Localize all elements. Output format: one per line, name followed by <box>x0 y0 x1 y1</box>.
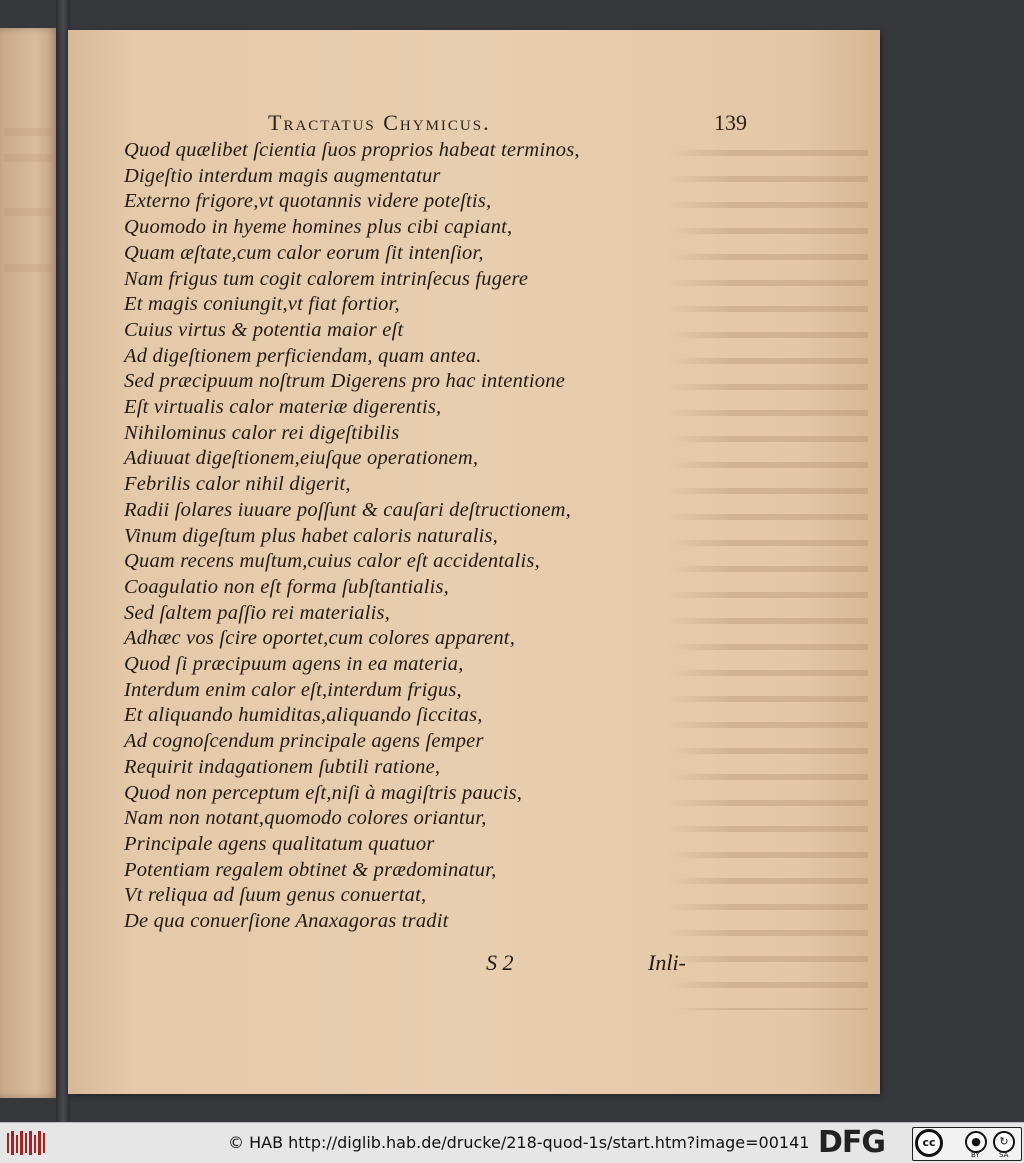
attribution-icon: ● <box>965 1131 987 1153</box>
book-page <box>68 30 880 1094</box>
cc-icon: cc <box>915 1129 943 1157</box>
cc-license-badge[interactable] <box>912 1127 1022 1161</box>
page-number: 139 <box>714 110 747 135</box>
text-line: Et aliquando humiditas,aliquando ſiccitas, <box>124 704 483 727</box>
previous-page-edge <box>0 28 58 1098</box>
text-line: Adiuuat digeſtionem,eiuſque operationem, <box>124 447 479 470</box>
text-line: Requirit indagationem ſubtili ratione, <box>124 755 441 778</box>
text-line: Vinum digeſtum plus habet caloris naturalis, <box>124 524 498 547</box>
running-head: Tractatus Chymicus. <box>268 110 491 135</box>
text-line: Coagulatio non eſt forma ſubſtantialis, <box>124 575 449 598</box>
text-line: Ad digeſtionem perficiendam, quam antea. <box>124 344 482 367</box>
text-line: Quam æſtate,cum calor eorum ſit intenſior, <box>124 241 484 264</box>
text-line: Radii ſolares iuuare poſſunt & cauſari deſtructionem, <box>124 498 571 521</box>
text-line: Sed ſaltem paſſio rei materialis, <box>124 601 391 624</box>
text-line: Nam frigus tum cogit calorem intrinſecus fugere <box>124 267 529 290</box>
text-line: Vt reliqua ad ſuum genus conuertat, <box>124 884 427 907</box>
text-line: Eſt virtualis calor materiæ digerentis, <box>124 396 442 419</box>
share-alike-icon: ↻ <box>993 1131 1015 1153</box>
text-line: Cuius virtus & potentia maior eſt <box>124 318 404 341</box>
footer-bar <box>0 1122 1024 1163</box>
text-line: Febrilis calor nihil digerit, <box>124 473 351 496</box>
signature-mark: S 2 <box>486 950 514 975</box>
text-line: Adhæc vos ſcire oportet,cum colores apparent, <box>124 627 516 650</box>
text-line: Quod quælibet ſcientia ſuos proprios habeat terminos, <box>124 139 580 161</box>
verse-text-block <box>124 138 684 935</box>
text-line: De qua conuerſione Anaxagoras tradit <box>124 910 449 933</box>
copyright-link[interactable]: © HAB http://diglib.hab.de/drucke/218-quod-1s/start.htm?image=00141 <box>228 1133 810 1152</box>
text-line: Potentiam regalem obtinet & prædominatur, <box>124 858 497 881</box>
catchword: Inli- <box>648 950 686 975</box>
hab-barcode-logo-icon <box>6 1129 46 1157</box>
text-line: Et magis coniungit,vt fiat fortior, <box>124 293 400 316</box>
text-line: Principale agens qualitatum quatuor <box>124 832 435 855</box>
text-line: Sed præcipuum noſtrum Digerens pro hac intentione <box>124 370 566 393</box>
dfg-logo: DFG <box>818 1125 886 1160</box>
sa-label: SA <box>999 1151 1009 1159</box>
bleed-through-texture <box>668 150 868 1010</box>
text-line: Quomodo in hyeme homines plus cibi capiant, <box>124 216 513 239</box>
text-line: Nihilominus calor rei digeſtibilis <box>124 421 400 444</box>
by-label: BY <box>971 1151 980 1159</box>
text-line: Quam recens muſtum,cuius calor eſt accidentalis, <box>124 550 540 573</box>
text-line: Ad cognoſcendum principale agens ſemper <box>124 730 484 753</box>
text-line: Digeſtio interdum magis augmentatur <box>124 164 441 187</box>
text-line: Interdum enim calor eſt,interdum frigus, <box>124 678 462 701</box>
text-line: Quod non perceptum eſt,niſi à magiſtris paucis, <box>124 781 523 804</box>
text-line: Externo frigore,vt quotannis videre poteſtis, <box>124 190 492 213</box>
text-line: Nam non notant,quomodo colores oriantur, <box>124 807 487 830</box>
text-line: Quod ſi præcipuum agens in ea materia, <box>124 653 464 676</box>
